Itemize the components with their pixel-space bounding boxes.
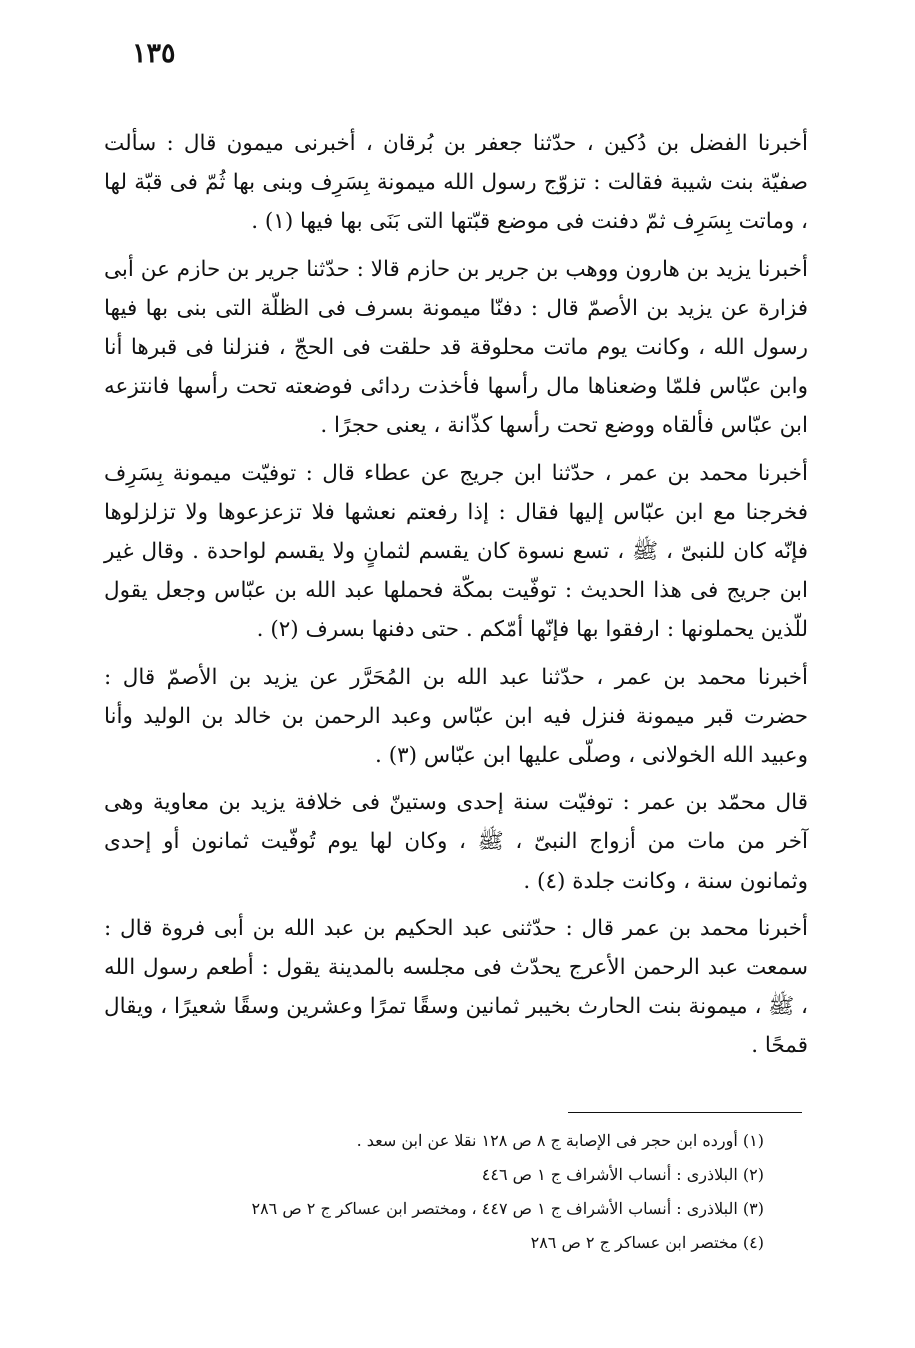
paragraph-4: أخبرنا محمد بن عمر ، حدّثنا عبد الله بن المُحَرَّر عن يزيد بن الأصمّ قال : حضرت قبر ميمونة فنزل فيه ابن عبّاس وعبد الرحمن بن خالد بن الوليد وأنا وعبيد الله الخولانى ، وصلّى عليها ابن عبّاس (٣) . — [104, 664, 808, 769]
main-text — [104, 124, 808, 1074]
paragraph-2: أخبرنا يزيد بن هارون ووهب بن جرير بن حازم قالا : حدّثنا جرير بن حازم عن أبى فزارة عن يزيد بن الأصمّ قال : دفنّا ميمونة بسرف فى الظلّة التى بنى بها فيها رسول الله ، وكانت يوم ماتت محلوقة قد حلقت فى الحجّ ، فنزلنا فى قبرها أنا وابن عبّاس فلمّا وضعناها مال رأسها فأخذت ردائى فوضعته تحت رأسها فانتزعه ابن عبّاس فألقاه ووضع تحت رأسها كذّانة ، يعنى حجرًا . — [104, 256, 808, 439]
footnotes — [104, 1124, 764, 1260]
footnote-2: (٢) البلاذرى : أنساب الأشراف ج ١ ص ٤٤٦ — [481, 1165, 764, 1184]
paragraph-3: أخبرنا محمد بن عمر ، حدّثنا ابن جريج عن عطاء قال : توفيّت ميمونة بِسَرِف فخرجنا مع ابن عبّاس إليها فقال : إذا رفعتم نعشها فلا تزعزعوها ولا تزلزلوها فإنّه كان للنبىّ ، ﷺ ، تسع نسوة كان يقسم لثمانٍ ولا يقسم لواحدة . وقال غير ابن جريج فى هذا الحديث : توفّيت بمكّة فحملها عبد الله بن عبّاس وجعل يقول للّذين يحملونها : ارفقوا بها فإنّها أمّكم . حتى دفنها بسرف (٢) . — [104, 460, 808, 643]
paragraph-6: أخبرنا محمد بن عمر قال : حدّثنى عبد الحكيم بن عبد الله بن أبى فروة قال : سمعت عبد الرحمن الأعرج يحدّث فى مجلسه بالمدينة يقول : أطعم رسول الله ، ﷺ ، ميمونة بنت الحارث بخيبر ثمانين وسقًا تمرًا وعشرين وسقًا شعيرًا ، ويقال قمحًا . — [104, 915, 808, 1059]
page-number: ١٣٥ — [132, 38, 176, 69]
paragraph-1: أخبرنا الفضل بن دُكين ، حدّثنا جعفر بن بُرقان ، أخبرنى ميمون قال : سألت صفيّة بنت شيبة فقالت : تزوّج رسول الله ميمونة بِسَرِف وبنى بها ثُمّ فى قبّة لها ، وماتت بِسَرِف ثمّ دفنت فى موضع قبّتها التى بَنَى بها فيها (١) . — [104, 131, 808, 235]
footnote-1: (١) أورده ابن حجر فى الإصابة ج ٨ ص ١٢٨ نقلا عن ابن سعد . — [356, 1131, 764, 1150]
footnote-divider — [568, 1112, 802, 1113]
paragraph-5: قال محمّد بن عمر : توفيّت سنة إحدى وستينّ فى خلافة يزيد بن معاوية وهى آخر من مات من أزواج النبىّ ، ﷺ ، وكان لها يوم تُوفّيت ثمانون أو إحدى وثمانون سنة ، وكانت جلدة (٤) . — [104, 790, 808, 894]
footnote-4: (٤) مختصر ابن عساكر ج ٢ ص ٢٨٦ — [530, 1233, 764, 1252]
footnote-3: (٣) البلاذرى : أنساب الأشراف ج ١ ص ٤٤٧ ، ومختصر ابن عساكر ج ٢ ص ٢٨٦ — [251, 1199, 764, 1218]
